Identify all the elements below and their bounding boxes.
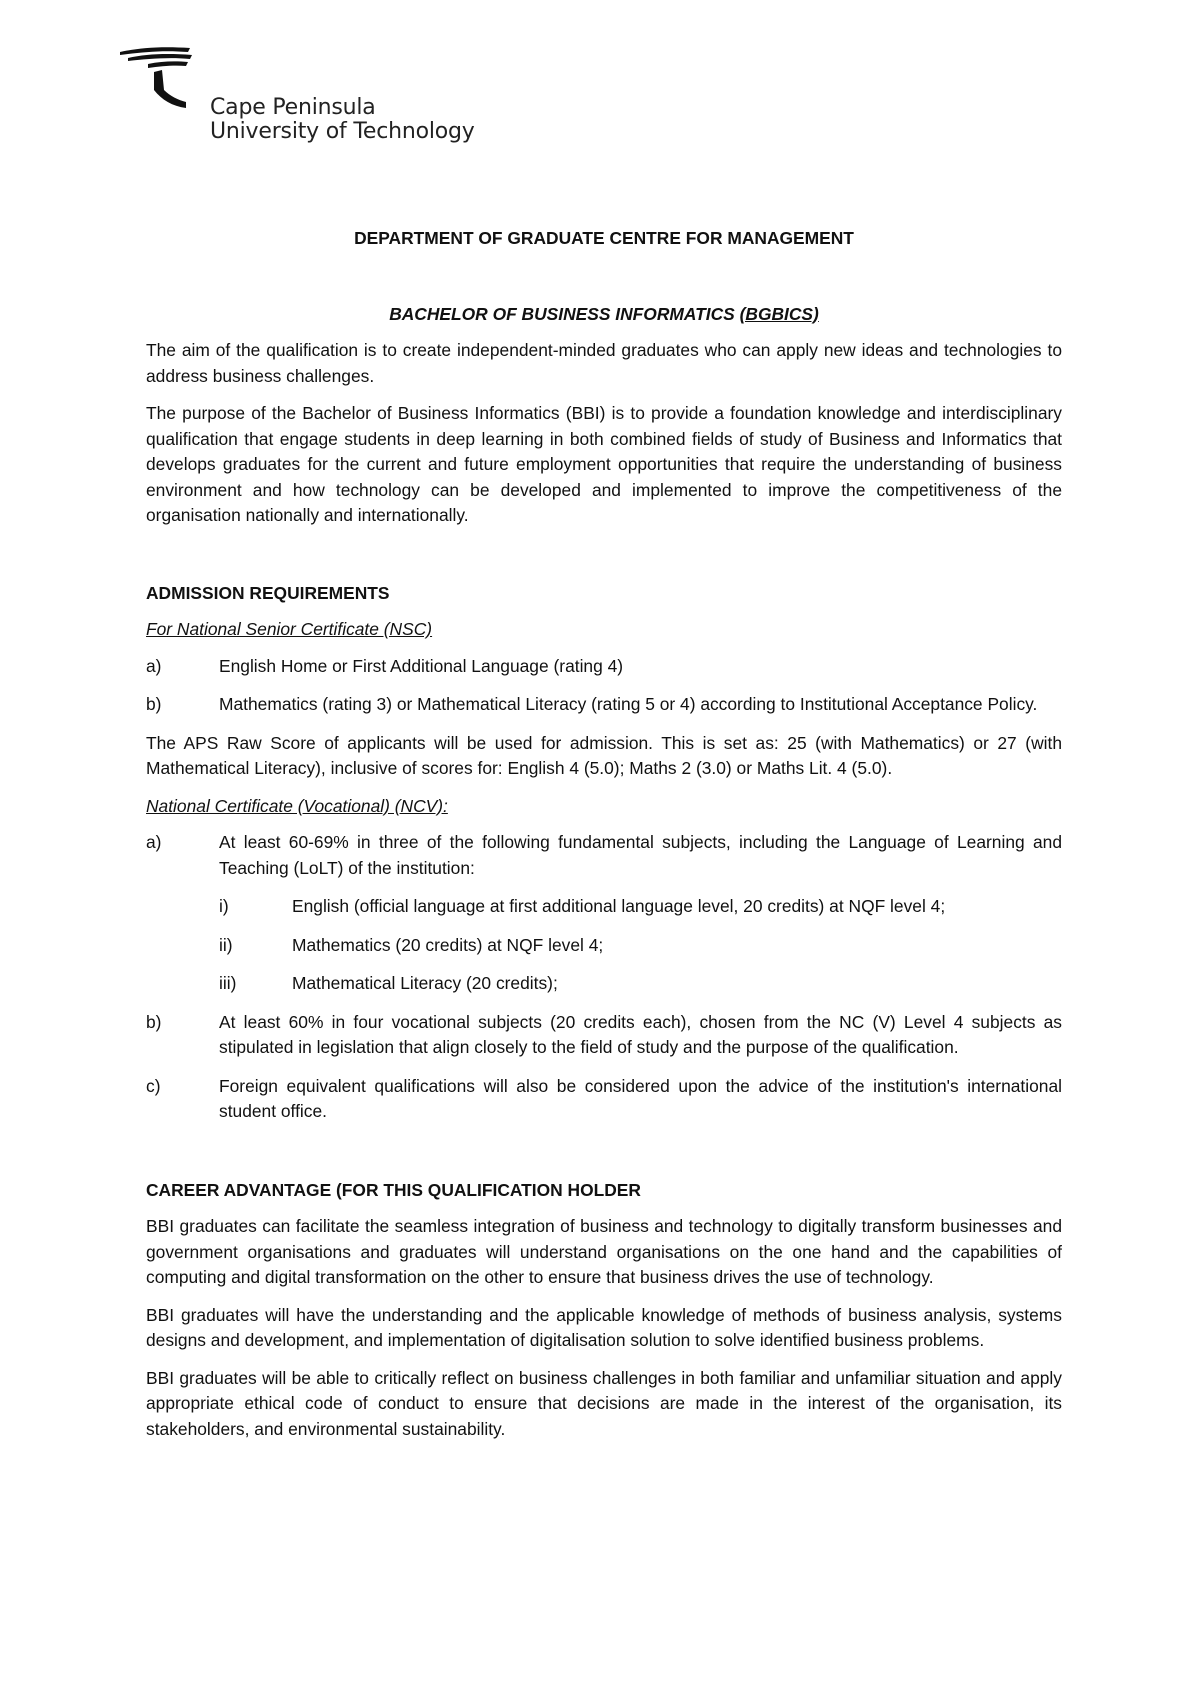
career-paragraph: BBI graduates can facilitate the seamless integration of business and technology to digitally transform businesses and government organisations and graduates will understand organisations on the one hand and the capabilities of computing and digital transformation on the other to ensure that business drives the use of technology. (146, 1216, 1062, 1287)
sub-list-item (219, 894, 1062, 920)
list-label: a) (146, 832, 162, 852)
ncv-heading: National Certificate (Vocational) (NCV): (146, 795, 448, 816)
sub-list-text: Mathematical Literacy (20 credits); (292, 973, 558, 993)
career-paragraph: BBI graduates will be able to critically reflect on business challenges in both familiar and unfamiliar situation and apply appropriate ethical code of conduct to ensure that decisions are made in the interest of the organisation, its stakeholders, and environmental sustainability. (146, 1367, 1062, 1439)
qualification-code: (BGBICS) (739, 303, 819, 324)
list-item (146, 1010, 1062, 1061)
logo-line-2: University of Technology (210, 119, 475, 144)
intro-purpose: The purpose of the Bachelor of Business Informatics (BBI) is to provide a foundation knowledge and interdisciplinary qualification that engage students in deep learning in both combined fields of study of Business and Informatics that develops graduates for the current and future employment opportunities that require the understanding of business environment and how technology can be developed and implemented to improve the competitiveness of the organisation nationally and internationally. (146, 403, 1062, 525)
list-text: Mathematics (rating 3) or Mathematical Literacy (rating 5 or 4) according to Institutional Acceptance Policy. (219, 694, 1038, 714)
list-label: c) (146, 1075, 161, 1096)
list-label: b) (146, 694, 162, 714)
department-title: DEPARTMENT OF GRADUATE CENTRE FOR MANAGEMENT (354, 228, 854, 248)
list-item (146, 692, 1062, 718)
logo-mark-icon (118, 46, 208, 116)
list-label: a) (146, 655, 162, 676)
list-text: Foreign equivalent qualifications will also be considered upon the advice of the institution's international student office. (219, 1075, 1062, 1121)
list-item (146, 654, 1062, 680)
list-label: b) (146, 1011, 162, 1032)
logo-line-1: Cape Peninsula (210, 95, 376, 120)
admission-heading: ADMISSION REQUIREMENTS (146, 582, 390, 603)
sub-list-text: Mathematics (20 credits) at NQF level 4; (292, 934, 604, 955)
career-heading: CAREER ADVANTAGE (FOR THIS QUALIFICATION HOLDER (146, 1179, 641, 1200)
sub-list-label: ii) (219, 934, 233, 955)
nsc-heading: For National Senior Certificate (NSC) (146, 619, 433, 639)
career-paragraph: BBI graduates will have the understanding and the applicable knowledge of methods of business analysis, systems designs and development, and implementation of digitalisation solution to solve identified business problems. (146, 1304, 1062, 1350)
sub-list-label: iii) (219, 973, 237, 993)
logo-text (210, 96, 475, 144)
qualification-name: BACHELOR OF BUSINESS INFORMATICS (389, 303, 735, 324)
list-text: English Home or First Additional Language (rating 4) (219, 655, 624, 676)
aps-paragraph: The APS Raw Score of applicants will be used for admission. This is set as: 25 (with Mathematics) or 27 (with Mathematical Literacy), inclusive of scores for: English 4 (5.0); Maths 2 (3.0) or Maths Lit. 4 (5.0). (146, 732, 1062, 778)
sub-list-item (219, 971, 1062, 997)
sub-list-item (219, 933, 1062, 959)
list-text: At least 60-69% in three of the following fundamental subjects, including the Language of Learning and Teaching (LoLT) of the institution: (219, 832, 1062, 878)
list-item (146, 1074, 1062, 1125)
list-item (146, 830, 1062, 881)
sub-list-text: English (official language at first additional language level, 20 credits) at NQF level 4; (292, 896, 946, 916)
sub-list-label: i) (219, 896, 229, 916)
document-body (146, 226, 1062, 1454)
university-logo (118, 46, 498, 146)
intro-aim: The aim of the qualification is to create independent-minded graduates who can apply new ideas and technologies to address business challenges. (146, 340, 1062, 386)
list-text: At least 60% in four vocational subjects (20 credits each), chosen from the NC (V) Level 4 subjects as stipulated in legislation that align closely to the field of study and the purpose of the qualification. (219, 1011, 1062, 1057)
qualification-title (146, 302, 1062, 328)
